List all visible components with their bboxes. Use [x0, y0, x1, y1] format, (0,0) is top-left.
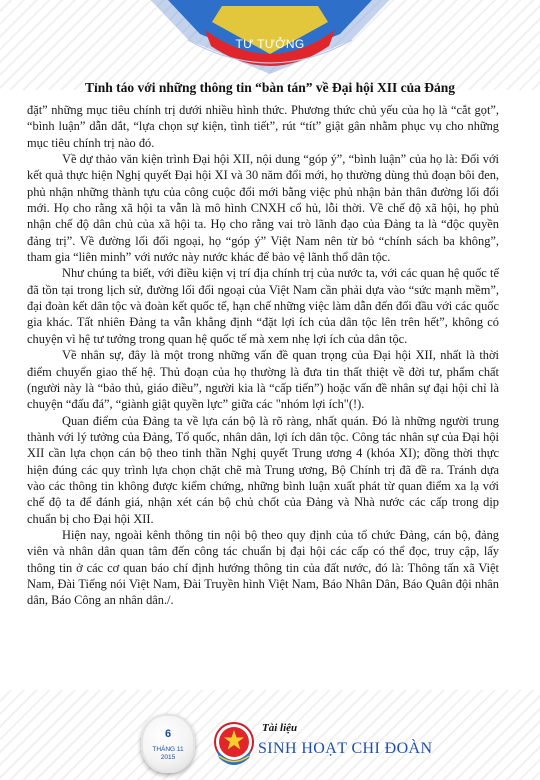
paragraph: Quan điểm của Đảng ta về lựa cán bộ là rõ ràng, nhất quán. Đó là những người trung thành với lý tưởng của Đảng, Tổ quốc, nhân dân, lợi ích dân tộc. Công tác nhân sự của Đại hội XII cần lựa chọn cán bộ theo tinh thần Nghị quyết Trung ương 4 (khóa XI); đồng thời thực hiện đúng các quy trình lựa chọn chặt chẽ mà Trung ương, Bộ Chính trị đã đề ra. Tránh dựa vào các thông tin không được kiểm chứng, những bình luận xuất phát từ quan điểm xa lạ với chế độ ta để đánh giá, nhận xét cán bộ chủ chốt của Đảng và Nhà nước các cấp trong dịp chuẩn bị cho Đại hội XII. [27, 413, 499, 526]
paragraph: Như chúng ta biết, với điều kiện vị trí địa chính trị của nước ta, với các quan hệ quốc tế đã tồn tại trong lịch sử, đường lối đối ngoại của Việt Nam cần phải dựa vào “sức mạnh mềm”, đại đoàn kết dân tộc và đoàn kết quốc tế, hạn chế những việc làm dẫn đến đối đầu với các quốc gia khác. Tất nhiên Đảng ta vẫn khẳng định “đặt lợi ích của dân tộc lên trên hết”, không có chuyện vì hệ tư tưởng trong quan hệ quốc tế mà xem nhẹ lợi ích của dân tộc. [27, 266, 499, 346]
footer-label-big: SINH HOẠT CHI ĐOÀN [258, 740, 433, 757]
footer-label-small: Tài liệu [262, 722, 298, 734]
paragraph: đặt” những mục tiêu chính trị dưới nhiều hình thức. Phương thức chủ yếu của họ là “cắt gọt”, “bình luận” dẫn dắt, “lựa chọn sự kiện, tình tiết”, rút “tít” giật gân nhằm phục vụ cho những mục tiêu chính trị nào đó. [27, 103, 499, 150]
page-number-badge [141, 714, 195, 773]
page-number: 6 [164, 728, 172, 740]
article-headline: Tỉnh táo với những thông tin “bàn tán” về Đại hội XII của Đảng [84, 80, 456, 95]
paragraph: Về dự thảo văn kiện trình Đại hội XII, nội dung “góp ý”, “bình luận” của họ là: Đối với kết quả thực hiện Nghị quyết Đại hội XI và 30 năm đổi mới, họ thường dùng thủ đoạn bôi đen, phủ nhận những thành tựu của công cuộc đổi mới bằng việc phủ nhận bản thân đường lối đổi mới. Họ cho rằng xã hội ta vẫn là mô hình CNXH cổ hủ, lỗi thời. Về chế độ xã hội, họ phủ nhận chế độ dân chủ của xã hội ta. Họ cho rằng vai trò lãnh đạo của Đảng ta là “độc quyền đảng trị”. Về đường lối đối ngoại, họ “góp ý” Việt Nam nên từ bỏ “chính sách ba không”, tham gia “liên minh” với nước này nước khác để bảo vệ lãnh thổ dân tộc. [27, 152, 499, 265]
paragraph: Hiện nay, ngoài kênh thông tin nội bộ theo quy định của tổ chức Đảng, cán bộ, đảng viên và nhân dân quan tâm đến công tác chuẩn bị đại hội các cấp có thể đọc, truy cập, lấy thông tin ở các cơ quan báo chí định hướng thông tin của đất nước, đó là: Thông tấn xã Việt Nam, Đài Tiếng nói Việt Nam, Đài Truyền hình Việt Nam, Báo Nhân Dân, Báo Quân đội nhân dân, Báo Công an nhân dân./. [27, 527, 499, 608]
section-tag: TƯ TƯỞNG [235, 37, 305, 51]
article-body [27, 102, 499, 609]
issue-year: 2015 [160, 754, 176, 761]
paragraph: Về nhân sự, đây là một trong những vấn đề quan trọng của Đại hội XII, nhất là thời điểm chuyển giao thế hệ. Thủ đoạn của họ thường là đưa tin thất thiệt về đời tư, phẩm chất (người này là “bảo thủ, giáo điều”, người kia là “cấp tiến”) hoặc vấn đề nhân sự đại hội chỉ là chuyện “đấu đá”, “giành giật quyền lực” giữa các "nhóm lợi ích"(!). [27, 348, 499, 412]
issue-month: THÁNG 11 [152, 746, 184, 753]
footer-background [0, 690, 540, 780]
youth-union-logo-icon [213, 720, 255, 768]
